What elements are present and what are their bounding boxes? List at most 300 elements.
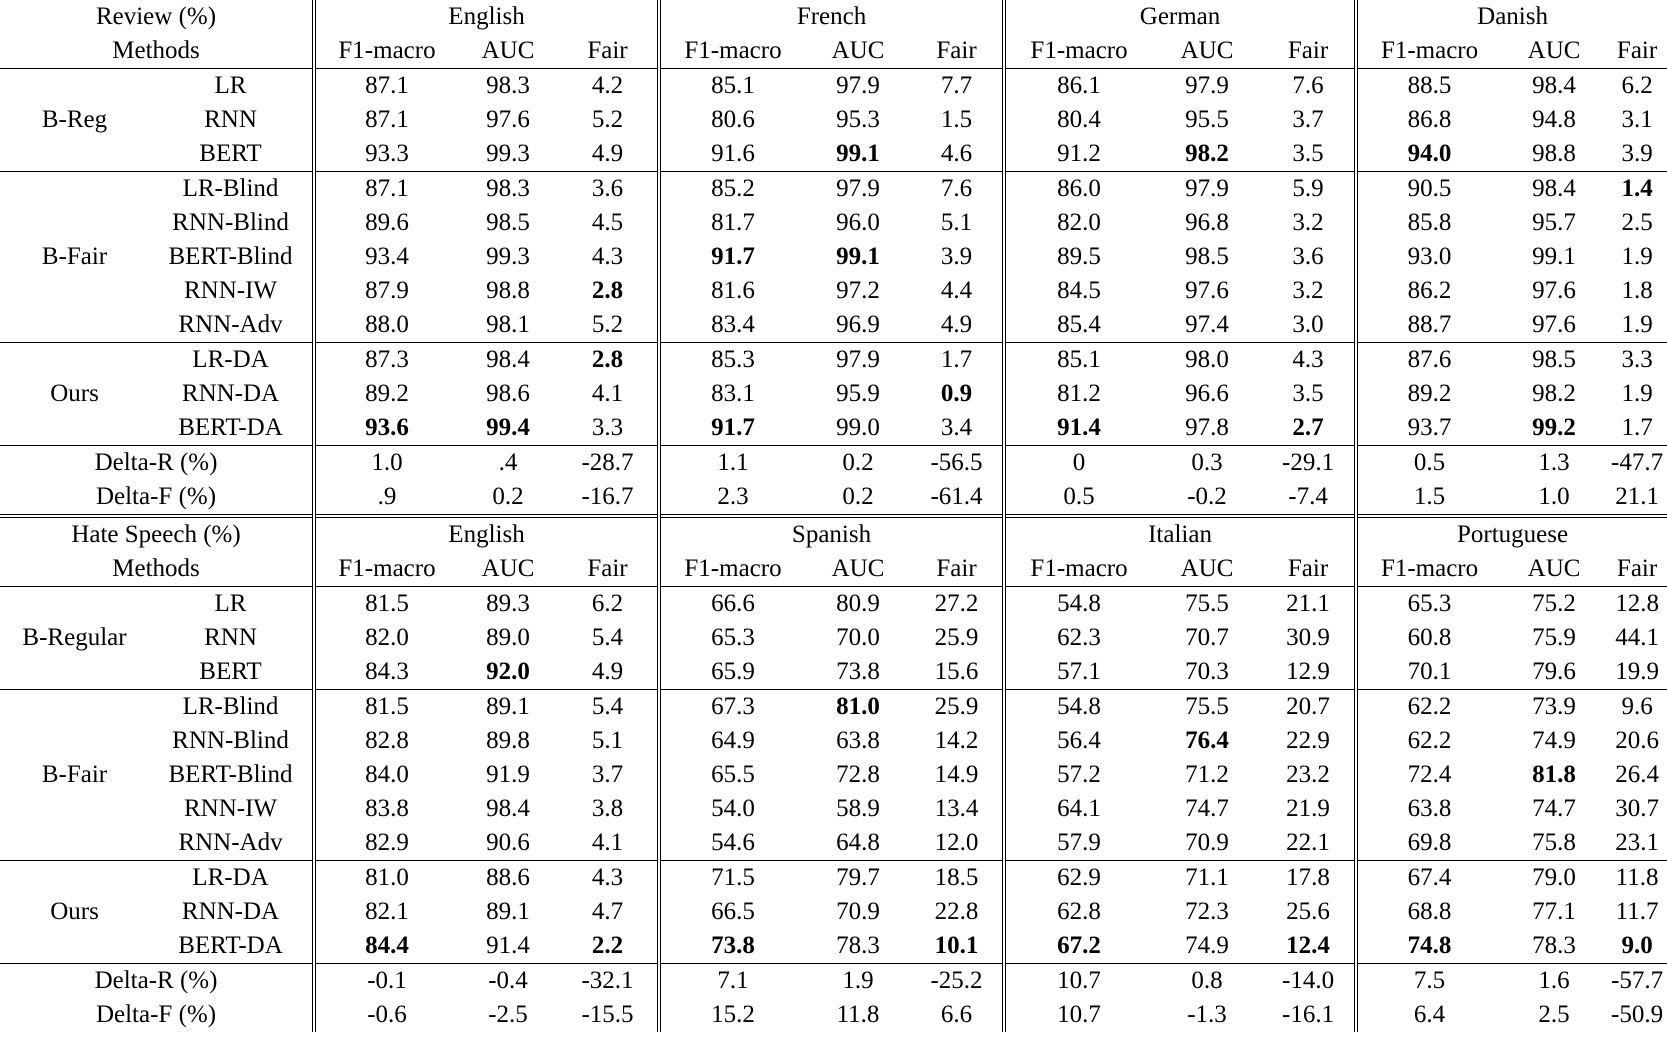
delta-row [0, 446, 1667, 481]
value-cell: 1.0 [1538, 483, 1570, 510]
value-cell: 97.4 [1185, 311, 1229, 338]
value-cell: 12.8 [1607, 587, 1667, 622]
value-cell: 82.1 [365, 898, 409, 925]
value-cell: -28.7 [558, 446, 659, 481]
value-cell: -56.5 [911, 446, 1004, 481]
value-cell: -25.2 [911, 964, 1004, 999]
value-cell: 4.9 [911, 308, 1004, 343]
value-cell: 44.1 [1615, 624, 1659, 651]
value-cell: 89.1 [486, 898, 530, 925]
language-header: English [314, 0, 659, 34]
table-row [0, 861, 1667, 896]
value-cell: 64.8 [836, 829, 880, 856]
value-cell: 82.0 [1057, 209, 1101, 236]
value-cell: 84.0 [365, 761, 409, 788]
value-cell: 0.5 [1063, 483, 1095, 510]
value-cell: 98.8 [1532, 140, 1576, 167]
value-cell: 3.7 [558, 758, 659, 792]
delta-row [0, 964, 1667, 999]
value-cell: 13.4 [911, 792, 1004, 826]
value-cell: 25.6 [1262, 895, 1356, 929]
metric-header: Fair [1616, 37, 1658, 64]
value-cell: 79.0 [1501, 861, 1607, 896]
value-cell: 11.7 [1615, 898, 1659, 925]
language-header: Danish [1477, 3, 1548, 30]
metric-header: AUC [481, 555, 535, 582]
value-cell: 76.4 [1185, 727, 1229, 754]
value-cell: 2.8 [558, 343, 659, 378]
value-cell: 65.9 [711, 658, 755, 685]
value-cell: 1.1 [659, 446, 805, 481]
value-cell: 98.4 [458, 343, 558, 378]
table-row [0, 103, 1667, 137]
value-cell: 3.1 [1621, 106, 1653, 133]
value-cell: 74.7 [1532, 795, 1576, 822]
value-cell: 91.2 [1057, 140, 1101, 167]
value-cell: 93.4 [365, 243, 409, 270]
group-label: B-Fair [0, 172, 149, 343]
table-row [0, 895, 1667, 929]
value-cell: 62.8 [1057, 898, 1101, 925]
value-cell: 93.7 [1407, 414, 1452, 441]
value-cell: 89.0 [486, 624, 530, 651]
value-cell: 93.3 [365, 140, 409, 167]
value-cell: -32.1 [558, 964, 659, 999]
value-cell: 82.9 [365, 829, 409, 856]
value-cell: 97.6 [486, 106, 530, 133]
value-cell: 98.0 [1152, 343, 1262, 378]
value-cell: 86.0 [1004, 172, 1152, 207]
value-cell: 3.9 [1621, 140, 1653, 167]
value-cell: 11.8 [836, 1001, 880, 1028]
delta-label: Delta-F (%) [0, 480, 314, 516]
value-cell: 19.9 [1615, 658, 1659, 685]
value-cell: 4.6 [911, 137, 1004, 172]
value-cell: 85.8 [1407, 209, 1452, 236]
group-label: Ours [0, 861, 149, 964]
value-cell: 6.2 [1607, 69, 1667, 104]
metric-header: AUC [1180, 555, 1234, 582]
value-cell: 73.8 [711, 932, 755, 959]
value-cell: 93.6 [365, 414, 409, 441]
value-cell: 86.1 [1004, 69, 1152, 104]
value-cell: 81.0 [805, 690, 911, 725]
value-cell: 1.9 [1621, 380, 1653, 407]
value-cell: 14.2 [911, 724, 1004, 758]
value-cell: 99.3 [486, 140, 530, 167]
value-cell: 89.8 [486, 727, 530, 754]
value-cell: 95.9 [836, 380, 880, 407]
language-header: Spanish [659, 516, 1004, 552]
value-cell: -0.2 [1187, 483, 1227, 510]
method-label: RNN-IW [149, 274, 314, 308]
value-cell: 99.1 [836, 140, 880, 167]
value-cell: 1.9 [1621, 311, 1653, 338]
value-cell: 4.4 [911, 274, 1004, 308]
header-row-languages [0, 516, 1667, 552]
value-cell: 71.1 [1152, 861, 1262, 896]
delta-label: Delta-F (%) [0, 998, 314, 1032]
value-cell: 3.6 [1262, 240, 1356, 274]
value-cell: 7.7 [911, 69, 1004, 104]
value-cell: 9.6 [1607, 690, 1667, 725]
table-row [0, 929, 1667, 964]
metric-header: Fair [558, 34, 659, 69]
value-cell: 98.5 [1501, 343, 1607, 378]
value-cell: 10.7 [1057, 1001, 1101, 1028]
value-cell: 1.9 [805, 964, 911, 999]
value-cell: 30.9 [1262, 621, 1356, 655]
value-cell: 90.5 [1356, 172, 1501, 207]
value-cell: 75.8 [1532, 829, 1576, 856]
value-cell: 75.9 [1532, 624, 1576, 651]
table-row [0, 274, 1667, 308]
group-label: Ours [0, 343, 149, 446]
value-cell: 2.5 [1538, 1001, 1570, 1028]
value-cell: 95.3 [836, 106, 880, 133]
value-cell: 0.9 [911, 377, 1004, 411]
value-cell: 12.9 [1262, 655, 1356, 690]
method-label: RNN-Adv [149, 308, 314, 343]
value-cell: 3.3 [558, 411, 659, 446]
value-cell: 54.8 [1004, 690, 1152, 725]
value-cell: 63.8 [1407, 795, 1452, 822]
method-label: BERT-Blind [149, 758, 314, 792]
metric-header: AUC [1527, 555, 1581, 582]
value-cell: -47.7 [1607, 446, 1667, 481]
value-cell: -16.1 [1262, 998, 1356, 1032]
value-cell: 69.8 [1407, 829, 1452, 856]
value-cell: 85.2 [659, 172, 805, 207]
group-label: B-Fair [0, 690, 149, 861]
value-cell: 99.3 [486, 243, 530, 270]
value-cell: 3.2 [1262, 206, 1356, 240]
value-cell: 81.2 [1057, 380, 1101, 407]
value-cell: 70.7 [1185, 624, 1229, 651]
method-label: BERT [149, 137, 314, 172]
value-cell: 4.3 [558, 861, 659, 896]
method-label: RNN-Blind [149, 206, 314, 240]
metric-header: AUC [1527, 37, 1581, 64]
value-cell: 98.6 [486, 380, 530, 407]
header-row-metrics [0, 34, 1667, 69]
value-cell: 92.0 [486, 658, 530, 685]
value-cell: 3.3 [1607, 343, 1667, 378]
value-cell: 89.6 [365, 209, 409, 236]
language-header: Italian [1004, 516, 1356, 552]
value-cell: 75.5 [1152, 690, 1262, 725]
method-label: RNN-Blind [149, 724, 314, 758]
metric-header: F1-macro [1030, 555, 1128, 582]
value-cell: 62.2 [1407, 727, 1452, 754]
value-cell: 91.7 [711, 414, 755, 441]
value-cell: 2.8 [558, 274, 659, 308]
value-cell: 89.3 [458, 587, 558, 622]
language-header: English [314, 516, 659, 552]
value-cell: 96.8 [1185, 209, 1229, 236]
value-cell: 96.0 [836, 209, 880, 236]
value-cell: 7.5 [1356, 964, 1501, 999]
value-cell: 7.6 [1262, 69, 1356, 104]
value-cell: 1.3 [1501, 446, 1607, 481]
value-cell: 5.4 [558, 690, 659, 725]
value-cell: 2.5 [1621, 209, 1653, 236]
value-cell: 85.4 [1057, 311, 1101, 338]
table-row [0, 343, 1667, 378]
group-label: B-Reg [0, 69, 149, 172]
value-cell: 4.3 [1262, 343, 1356, 378]
value-cell: 97.9 [805, 343, 911, 378]
value-cell: 88.6 [458, 861, 558, 896]
table-row [0, 411, 1667, 446]
method-label: RNN-Adv [149, 826, 314, 861]
value-cell: 88.7 [1407, 311, 1452, 338]
value-cell: 5.1 [558, 724, 659, 758]
value-cell: 98.5 [1185, 243, 1229, 270]
language-header: Portuguese [1356, 516, 1667, 552]
value-cell: 57.1 [1057, 658, 1101, 685]
value-cell: 3.5 [1262, 377, 1356, 411]
method-label: RNN [149, 103, 314, 137]
metric-header: Fair [558, 552, 659, 587]
value-cell: 73.8 [836, 658, 880, 685]
value-cell: 80.9 [805, 587, 911, 622]
value-cell: 6.6 [911, 998, 1004, 1032]
value-cell: 4.9 [558, 137, 659, 172]
value-cell: 54.0 [711, 795, 755, 822]
value-cell: 87.3 [314, 343, 458, 378]
value-cell: 70.1 [1407, 658, 1452, 685]
value-cell: 1.5 [911, 103, 1004, 137]
value-cell: 77.1 [1532, 898, 1576, 925]
method-label: LR [149, 587, 314, 622]
value-cell: 94.8 [1532, 106, 1576, 133]
value-cell: 83.8 [365, 795, 409, 822]
value-cell: 97.9 [805, 69, 911, 104]
value-cell: 99.1 [1532, 243, 1576, 270]
value-cell: 1.4 [1607, 172, 1667, 207]
delta-label: Delta-R (%) [0, 964, 314, 999]
value-cell: -61.4 [911, 480, 1004, 516]
value-cell: -0.6 [367, 1001, 407, 1028]
value-cell: 97.9 [1152, 172, 1262, 207]
value-cell: 0 [1004, 446, 1152, 481]
value-cell: 86.8 [1407, 106, 1452, 133]
value-cell: 64.9 [711, 727, 755, 754]
value-cell: 85.3 [659, 343, 805, 378]
language-header: French [659, 0, 1004, 34]
delta-row [0, 480, 1667, 516]
value-cell: 87.9 [365, 277, 409, 304]
value-cell: 86.2 [1407, 277, 1452, 304]
value-cell: 75.2 [1501, 587, 1607, 622]
value-cell: 80.4 [1057, 106, 1101, 133]
value-cell: 4.5 [558, 206, 659, 240]
value-cell: 98.4 [1501, 69, 1607, 104]
metric-header: F1-macro [338, 37, 436, 64]
metric-header: AUC [481, 37, 535, 64]
value-cell: 56.4 [1057, 727, 1101, 754]
value-cell: 22.8 [911, 895, 1004, 929]
value-cell: 87.1 [314, 172, 458, 207]
value-cell: 21.9 [1262, 792, 1356, 826]
value-cell: 95.5 [1185, 106, 1229, 133]
value-cell: 99.0 [836, 414, 880, 441]
value-cell: 23.1 [1615, 829, 1659, 856]
value-cell: 74.9 [1532, 727, 1576, 754]
method-label: LR-DA [149, 861, 314, 896]
table-row [0, 206, 1667, 240]
value-cell: 3.5 [1262, 137, 1356, 172]
value-cell: 81.5 [314, 690, 458, 725]
value-cell: -57.7 [1607, 964, 1667, 999]
value-cell: 88.0 [365, 311, 409, 338]
value-cell: 66.5 [711, 898, 755, 925]
value-cell: 91.9 [486, 761, 530, 788]
value-cell: 57.9 [1057, 829, 1101, 856]
value-cell: 4.7 [558, 895, 659, 929]
value-cell: 22.1 [1262, 826, 1356, 861]
value-cell: 71.2 [1185, 761, 1229, 788]
value-cell: 98.3 [458, 172, 558, 207]
value-cell: 4.3 [558, 240, 659, 274]
value-cell: 9.0 [1621, 932, 1653, 959]
metric-header: AUC [831, 555, 885, 582]
value-cell: 67.3 [659, 690, 805, 725]
value-cell: 72.8 [836, 761, 880, 788]
value-cell: 11.8 [1607, 861, 1667, 896]
value-cell: 74.8 [1407, 932, 1452, 959]
value-cell: 2.3 [717, 483, 749, 510]
value-cell: 91.4 [486, 932, 530, 959]
value-cell: 68.8 [1407, 898, 1452, 925]
value-cell: 10.7 [1004, 964, 1152, 999]
method-label: LR [149, 69, 314, 104]
delta-label: Delta-R (%) [0, 446, 314, 481]
metric-header: Fair [1262, 552, 1356, 587]
value-cell: 57.2 [1057, 761, 1101, 788]
value-cell: -29.1 [1262, 446, 1356, 481]
value-cell: -7.4 [1262, 480, 1356, 516]
section-title: Hate Speech (%) [0, 516, 314, 552]
metric-header: Fair [911, 34, 1004, 69]
value-cell: 3.9 [911, 240, 1004, 274]
value-cell: 6.4 [1413, 1001, 1446, 1028]
value-cell: 95.7 [1532, 209, 1576, 236]
value-cell: 97.9 [805, 172, 911, 207]
value-cell: 81.6 [711, 277, 755, 304]
value-cell: 84.4 [365, 932, 409, 959]
group-label: B-Regular [0, 587, 149, 690]
value-cell: 65.3 [1356, 587, 1501, 622]
value-cell: 22.9 [1262, 724, 1356, 758]
methods-header: Methods [0, 552, 314, 587]
value-cell: 1.6 [1501, 964, 1607, 999]
value-cell: 0.2 [492, 483, 524, 510]
value-cell: 3.0 [1262, 308, 1356, 343]
value-cell: 97.2 [836, 277, 880, 304]
value-cell: 70.0 [836, 624, 880, 651]
value-cell: 65.5 [711, 761, 755, 788]
value-cell: 4.1 [558, 826, 659, 861]
method-label: LR-Blind [149, 172, 314, 207]
value-cell: 98.4 [486, 795, 530, 822]
value-cell: 82.0 [365, 624, 409, 651]
value-cell: -0.4 [458, 964, 558, 999]
method-label: BERT-Blind [149, 240, 314, 274]
value-cell: 25.9 [911, 621, 1004, 655]
value-cell: 89.5 [1057, 243, 1101, 270]
value-cell: 79.7 [805, 861, 911, 896]
value-cell: 27.2 [911, 587, 1004, 622]
value-cell: 3.7 [1262, 103, 1356, 137]
value-cell: 97.8 [1185, 414, 1229, 441]
value-cell: -16.7 [558, 480, 659, 516]
method-label: LR-DA [149, 343, 314, 378]
value-cell: 7.1 [659, 964, 805, 999]
value-cell: 62.2 [1356, 690, 1501, 725]
method-label: RNN [149, 621, 314, 655]
metric-header: F1-macro [1380, 555, 1479, 582]
value-cell: 96.6 [1185, 380, 1229, 407]
value-cell: 91.4 [1057, 414, 1101, 441]
method-label: LR-Blind [149, 690, 314, 725]
value-cell: 98.1 [486, 311, 530, 338]
value-cell: 1.5 [1413, 483, 1446, 510]
delta-row [0, 998, 1667, 1032]
value-cell: 81.0 [314, 861, 458, 896]
metric-header: F1-macro [684, 555, 782, 582]
value-cell: 84.3 [365, 658, 409, 685]
value-cell: 80.6 [711, 106, 755, 133]
value-cell: 60.8 [1407, 624, 1452, 651]
value-cell: 97.6 [1532, 277, 1576, 304]
value-cell: 0.8 [1152, 964, 1262, 999]
table-row [0, 758, 1667, 792]
table-row [0, 724, 1667, 758]
table-row [0, 792, 1667, 826]
value-cell: 94.0 [1407, 140, 1452, 167]
value-cell: 90.6 [486, 829, 530, 856]
value-cell: 21.1 [1262, 587, 1356, 622]
table-row [0, 377, 1667, 411]
section-title: Review (%) [0, 0, 314, 34]
value-cell: -15.5 [558, 998, 659, 1032]
value-cell: 87.1 [365, 106, 409, 133]
value-cell: 74.7 [1185, 795, 1229, 822]
value-cell: 99.4 [486, 414, 530, 441]
value-cell: 2.2 [558, 929, 659, 964]
value-cell: 3.4 [911, 411, 1004, 446]
value-cell: 72.3 [1185, 898, 1229, 925]
value-cell: 97.6 [1185, 277, 1229, 304]
value-cell: 5.4 [558, 621, 659, 655]
value-cell: -2.5 [488, 1001, 528, 1028]
value-cell: 99.2 [1532, 414, 1576, 441]
value-cell: 84.5 [1057, 277, 1101, 304]
value-cell: 89.2 [1407, 380, 1452, 407]
value-cell: 98.3 [458, 69, 558, 104]
value-cell: 54.6 [711, 829, 755, 856]
value-cell: 82.8 [365, 727, 409, 754]
value-cell: 85.1 [1004, 343, 1152, 378]
value-cell: 0.2 [842, 483, 874, 510]
language-header: German [1004, 0, 1356, 34]
value-cell: 21.1 [1615, 483, 1659, 510]
value-cell: 1.0 [314, 446, 458, 481]
value-cell: 93.0 [1407, 243, 1452, 270]
value-cell: 87.1 [314, 69, 458, 104]
